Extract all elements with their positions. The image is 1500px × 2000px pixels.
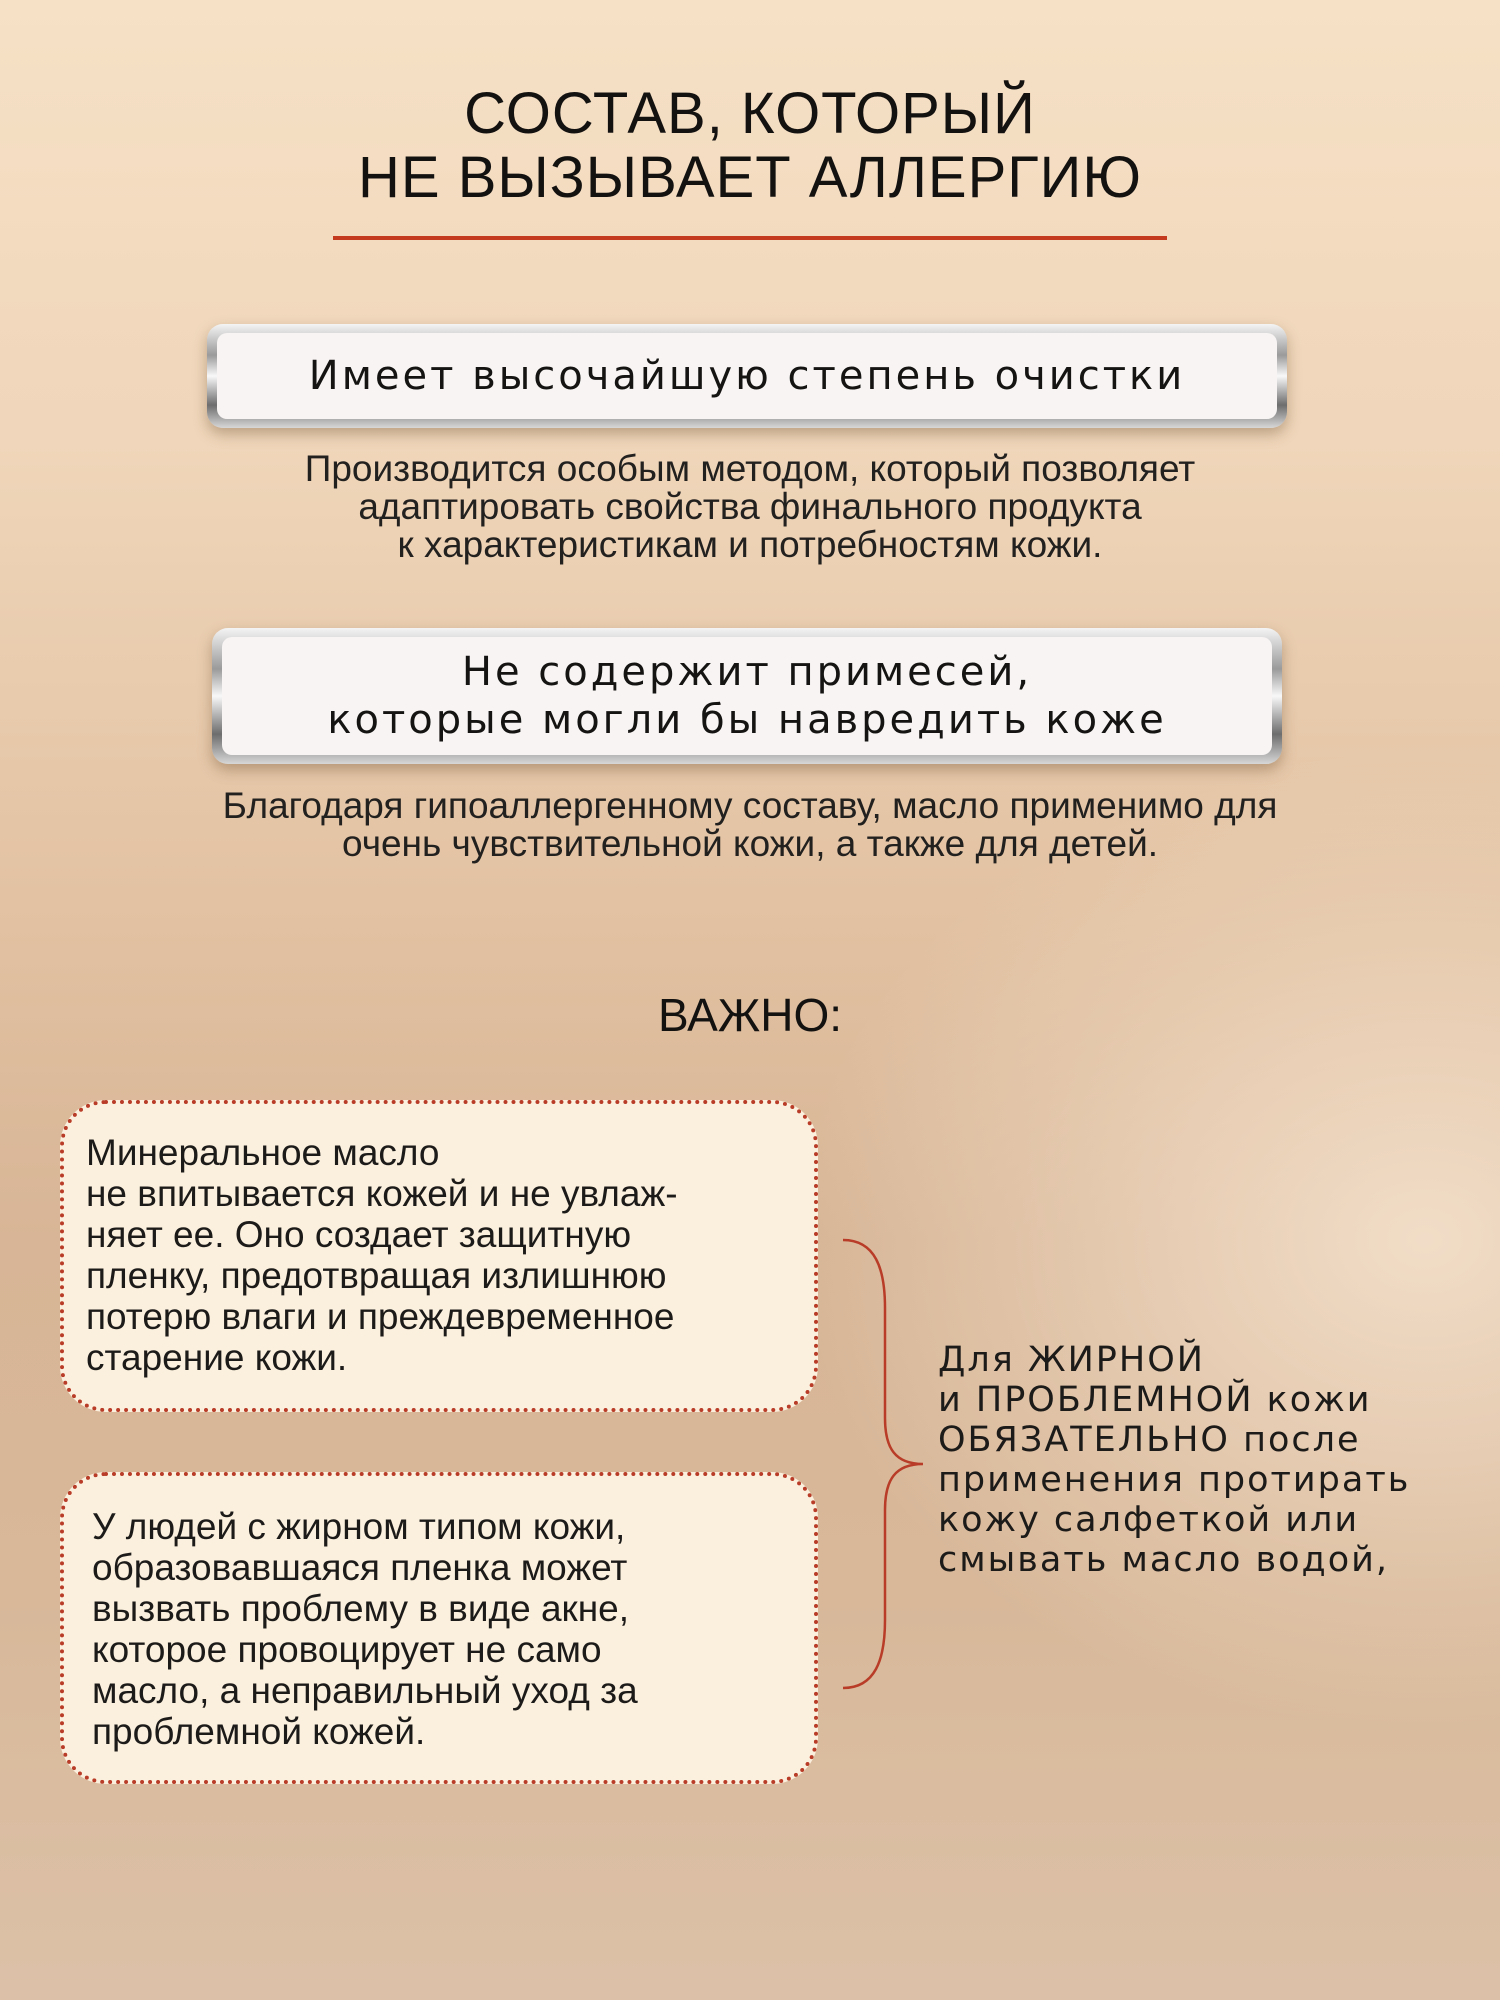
feature-no-impurities-desc-line: очень чувствительной кожи, а также для детей.	[341, 823, 1159, 864]
note-line: потерю влаги и преждевременное	[86, 1296, 675, 1337]
note-line: вызвать проблему в виде акне,	[92, 1588, 630, 1629]
feature-purity-description	[0, 450, 1500, 564]
feature-no-impurities-heading-line: Не содержит примесей,	[461, 649, 1033, 695]
feature-no-impurities-heading-line: которые могли бы навредить коже	[327, 697, 1167, 743]
oily-skin-callout	[938, 1340, 1478, 1580]
note-oily-skin	[60, 1472, 818, 1784]
note-line: пленку, предотвращая излишнюю	[86, 1255, 667, 1296]
note-line: проблемной кожей.	[92, 1711, 426, 1752]
note-line: няет ее. Оно создает защитную	[86, 1214, 632, 1255]
note-line: которое провоцирует не само	[92, 1629, 602, 1670]
page-title-line2: НЕ ВЫЗЫВАЕТ АЛЛЕРГИЮ	[358, 145, 1142, 210]
important-label: ВАЖНО:	[657, 989, 843, 1041]
feature-purity-desc-line: к характеристикам и потребностям кожи.	[397, 524, 1103, 565]
curly-brace-icon	[835, 1238, 925, 1690]
feature-purity-banner	[207, 324, 1287, 428]
feature-purity-banner-inner	[217, 333, 1277, 419]
page-title-line1: СОСТАВ, КОТОРЫЙ	[464, 81, 1036, 146]
feature-purity-desc-line: Производится особым методом, который позволяет	[304, 448, 1196, 489]
title-underline	[333, 236, 1167, 240]
page-title	[0, 82, 1500, 210]
callout-line: ОБЯЗАТЕЛЬНО после	[938, 1420, 1361, 1460]
note-line: Минеральное масло	[86, 1132, 440, 1173]
note-line: образовавшаяся пленка может	[92, 1547, 628, 1588]
note-line: У людей с жирном типом кожи,	[92, 1506, 626, 1547]
note-line: не впитывается кожей и не увлаж-	[86, 1173, 678, 1214]
note-mineral-oil	[60, 1100, 818, 1412]
feature-no-impurities-desc-line: Благодаря гипоаллергенному составу, масло применимо для	[222, 785, 1278, 826]
feature-no-impurities-banner-inner	[222, 637, 1272, 755]
note-line: масло, а неправильный уход за	[92, 1670, 638, 1711]
feature-purity-desc-line: адаптировать свойства финального продукта	[358, 486, 1142, 527]
note-line: старение кожи.	[86, 1337, 348, 1378]
feature-no-impurities-description	[0, 787, 1500, 863]
callout-line: смывать масло водой,	[938, 1540, 1390, 1580]
callout-line: Для ЖИРНОЙ	[938, 1340, 1205, 1380]
callout-line: кожу салфеткой или	[938, 1500, 1360, 1540]
callout-line: и ПРОБЛЕМНОЙ кожи	[938, 1380, 1372, 1420]
callout-line: применения протирать	[938, 1460, 1411, 1500]
feature-purity-heading: Имеет высочайшую степень очистки	[308, 353, 1186, 399]
feature-no-impurities-banner	[212, 628, 1282, 764]
